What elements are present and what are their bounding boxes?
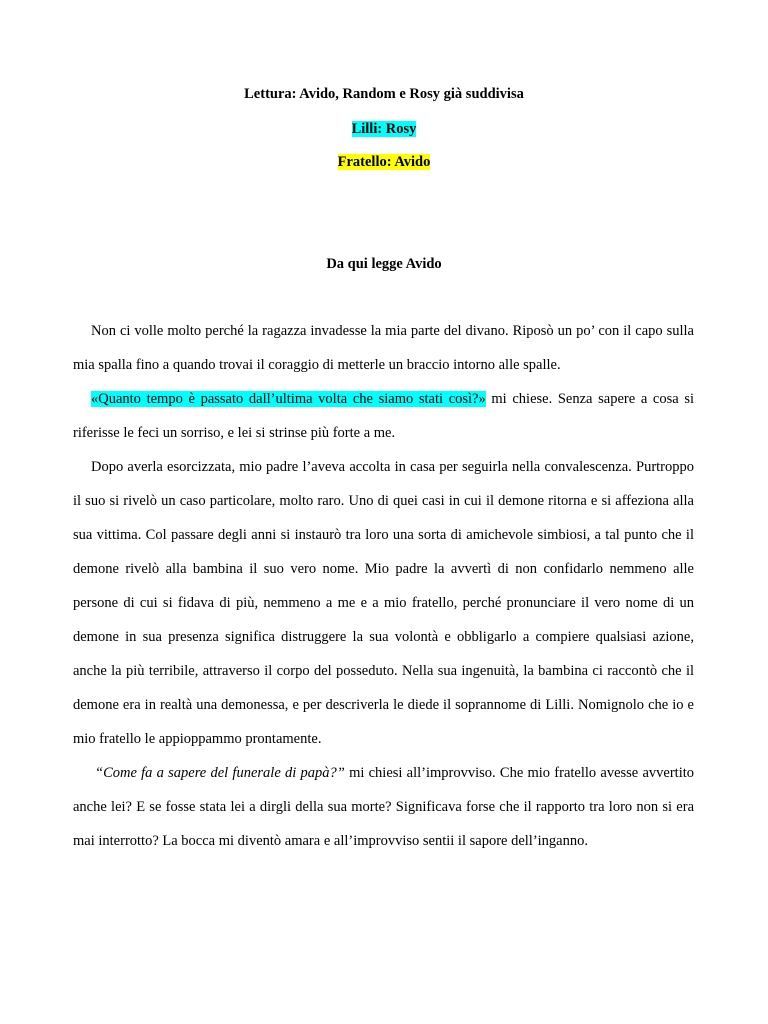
document-title bbox=[0, 85, 768, 103]
role-lilli bbox=[0, 120, 768, 138]
paragraph-3: Dopo averla esorcizzata, mio padre l’aveva accolta in casa per seguirla nella convalescenza. Purtroppo il suo si rivelò un caso particolare, molto raro. Uno di quei casi in cui il demone ritorna e si affeziona alla sua vittima. Col passare degli anni si instaurò tra loro una sorta di amichevole simbiosi, a tal punto che il demone rivelò alla bambina il suo vero nome. Mio padre la avvertì di non confidarlo nemmeno alle persone di cui si fidava di più, nemmeno a me e a mio fratello, perché pronunciare il vero nome di un demone in sua presenza significa distruggere la sua volontà e obbligarlo a compiere qualsiasi azione, anche la più terribile, attraverso il corpo del posseduto. Nella sua ingenuità, la bambina ci raccontò che il demone era in realtà una demonessa, e per descriverla le diede il soprannome di Lilli. Nomignolo che io e mio fratello le appioppammo prontamente. bbox=[73, 459, 694, 747]
section-heading bbox=[0, 255, 768, 273]
body-text bbox=[73, 314, 694, 858]
role-fratello-text: Fratello: Avido bbox=[337, 154, 431, 170]
paragraph-4-rest: mi chiesi all’improvviso. Che mio fratello avesse avvertito anche lei? E se fosse stata lei a dirgli della sua morte? Significava forse che il rapporto tra loro non si era mai interrotto? La bocca mi diventò amara e all’improvviso sentii il sapore dell’inganno. bbox=[73, 765, 695, 849]
role-lilli-text: Lilli: Rosy bbox=[351, 121, 417, 137]
paragraph-2 bbox=[73, 382, 694, 450]
paragraph-4-quote: “Come fa a sapere del funerale di papà?” bbox=[95, 765, 345, 781]
paragraph-2-quote: «Quanto tempo è passato dall’ultima volta che siamo stati così?» bbox=[91, 391, 486, 407]
paragraph-4 bbox=[73, 756, 694, 858]
paragraph-1: Non ci volle molto perché la ragazza invadesse la mia parte del divano. Riposò un po’ con il capo sulla mia spalla fino a quando trovai il coraggio di metterle un braccio intorno alle spalle. bbox=[73, 323, 694, 373]
paragraph-2-rest: mi chiese. Senza sapere a cosa si riferisse le feci un sorriso, e lei si strinse più forte a me. bbox=[73, 391, 694, 441]
section-heading-text: Da qui legge Avido bbox=[326, 256, 442, 272]
title-text: Lettura: Avido, Random e Rosy già suddivisa bbox=[244, 86, 524, 102]
role-fratello bbox=[0, 153, 768, 171]
